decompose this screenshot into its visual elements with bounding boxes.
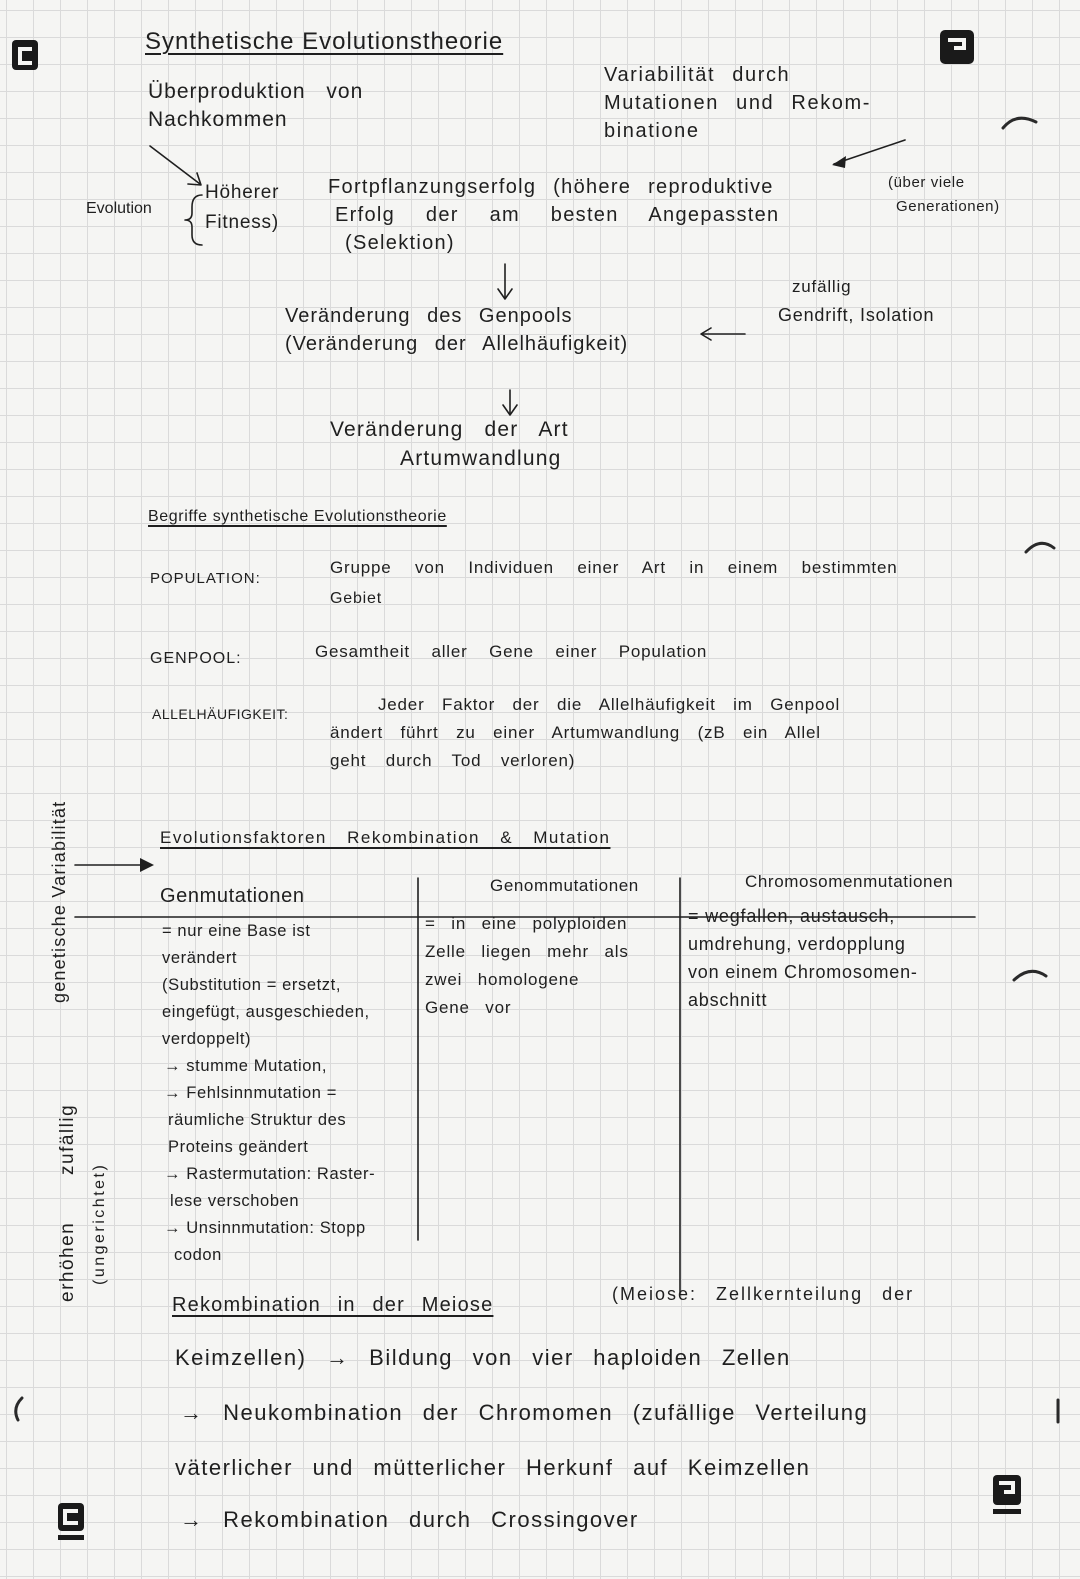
meiosis-note: (Meiose: Zellkernteilung der <box>612 1284 915 1304</box>
evolution-label: Evolution <box>86 200 152 217</box>
gene-mutations-line: → Unsinnmutation: Stopp <box>164 1219 366 1237</box>
knowunity-logo-icon <box>12 40 38 70</box>
genome-mutations-line: = in eine polyploiden <box>425 914 628 933</box>
curly-brace-icon <box>185 195 202 245</box>
hole-punch-mark <box>1014 971 1046 980</box>
knowunity-logo-icon <box>58 1503 84 1540</box>
allele-frequency-line-1: Jeder Faktor der die Allelhäufigkeit im Genpool <box>378 695 841 714</box>
generations-line-2: Generationen) <box>896 198 1000 215</box>
population-definition-line-2: Gebiet <box>330 590 382 607</box>
meiosis-line-2: → Neukombination der Chromomen (zufällige Verteilung <box>180 1400 869 1425</box>
gene-mutations-line: = nur eine Base ist <box>162 922 311 940</box>
column-header-chromosome-mutations: Chromosomenmutationen <box>745 872 954 891</box>
gene-mutations-line: verändert <box>162 949 238 967</box>
chromosome-mutations-line: = wegfallen, austausch, <box>688 906 896 926</box>
meiosis-line-1: Keimzellen) → Bildung von vier haploiden Zellen <box>175 1345 791 1370</box>
population-definition-line-1: Gruppe von Individuen einer Art in einem bestimmten <box>330 558 898 577</box>
reproduction-line-3: (Selektion) <box>345 232 455 254</box>
overproduction-line-2: Nachkommen <box>148 108 288 131</box>
column-header-genome-mutations: Genommutationen <box>490 876 639 895</box>
side-label-variability: genetische Variabilität <box>49 800 69 1003</box>
gene-mutations-line: → Rastermutation: Raster- <box>164 1165 376 1183</box>
genome-mutations-line: Gene vor <box>425 998 512 1017</box>
fitness-line-2: Fitness) <box>205 212 279 233</box>
gene-mutations-line: lese verschoben <box>170 1192 300 1210</box>
hole-punch-mark <box>16 1398 22 1420</box>
meiosis-line-3: väterlicher und mütterlicher Herkunf auf Keimzellen <box>175 1455 811 1480</box>
generations-line-1: (über viele <box>888 174 965 191</box>
knowunity-logo-icon <box>940 30 974 64</box>
species-change-line-2: Artumwandlung <box>400 447 562 470</box>
arrow-icon <box>498 264 512 299</box>
chromosome-mutations-line: umdrehung, verdopplung <box>688 934 906 954</box>
hole-punch-mark <box>1026 543 1054 552</box>
population-label: POPULATION: <box>150 570 261 587</box>
allele-frequency-label: ALLELHÄUFIGKEIT: <box>152 706 289 722</box>
species-change-line-1: Veränderung der Art <box>330 418 569 441</box>
side-label-undirected: (ungerichtet) <box>91 1162 108 1285</box>
reproduction-line-1: Fortpflanzungserfolg (höhere reproduktive <box>328 176 774 198</box>
overproduction-line-1: Überproduktion von <box>148 80 364 103</box>
genome-mutations-line: Zelle liegen mehr als <box>425 942 629 961</box>
variability-line-2: Mutationen und Rekom- <box>604 92 872 114</box>
variability-line-1: Variabilität durch <box>604 64 791 86</box>
hole-punch-mark <box>1003 118 1036 128</box>
arrow-icon <box>150 146 201 185</box>
allele-frequency-line-3: geht durch Tod verloren) <box>330 751 576 770</box>
page-title: Synthetische Evolutionstheorie <box>145 28 504 55</box>
gene-mutations-line: (Substitution = ersetzt, <box>162 976 342 994</box>
random-factors-line-2: Gendrift, Isolation <box>778 305 935 325</box>
genome-mutations-line: zwei homologene <box>425 970 580 989</box>
reproduction-line-2: Erfolg der am besten Angepassten <box>335 204 780 226</box>
variability-line-3: binatione <box>604 120 700 142</box>
allele-frequency-line-2: ändert führt zu einer Artumwandlung (zB ein Allel <box>330 723 821 742</box>
side-label-increase: erhöhen zufällig <box>57 1103 78 1302</box>
meiosis-line-4: → Rekombination durch Crossingover <box>180 1507 639 1532</box>
gene-mutations-line: räumliche Struktur des <box>168 1111 347 1129</box>
genpool-definition: Gesamtheit aller Gene einer Population <box>315 642 708 661</box>
genpool-change-line-1: Veränderung des Genpools <box>285 305 573 327</box>
factors-heading: Evolutionsfaktoren Rekombination & Mutation <box>160 828 611 847</box>
arrow-icon <box>832 140 905 168</box>
chromosome-mutations-line: abschnitt <box>688 990 768 1010</box>
genpool-label: GENPOOL: <box>150 650 242 667</box>
gene-mutations-line: → Fehlsinnmutation = <box>164 1084 337 1102</box>
arrow-icon <box>503 390 517 415</box>
gene-mutations-line: codon <box>174 1246 222 1264</box>
arrow-icon <box>75 858 154 872</box>
gene-mutations-line: → stumme Mutation, <box>164 1057 328 1075</box>
chromosome-mutations-line: von einem Chromosomen- <box>688 962 918 982</box>
meiosis-heading: Rekombination in der Meiose <box>172 1294 494 1316</box>
knowunity-logo-icon <box>993 1475 1021 1514</box>
gene-mutations-line: verdoppelt) <box>162 1030 252 1048</box>
gene-mutations-line: eingefügt, ausgeschieden, <box>162 1003 370 1021</box>
terms-heading: Begriffe synthetische Evolutionstheorie <box>148 508 447 525</box>
random-factors-line-1: zufällig <box>792 277 852 296</box>
column-header-gene-mutations: Genmutationen <box>160 885 305 907</box>
gene-mutations-line: Proteins geändert <box>168 1138 309 1156</box>
arrow-icon <box>701 328 745 340</box>
genpool-change-line-2: (Veränderung der Allelhäufigkeit) <box>285 333 629 355</box>
fitness-line-1: Höherer <box>205 182 280 203</box>
